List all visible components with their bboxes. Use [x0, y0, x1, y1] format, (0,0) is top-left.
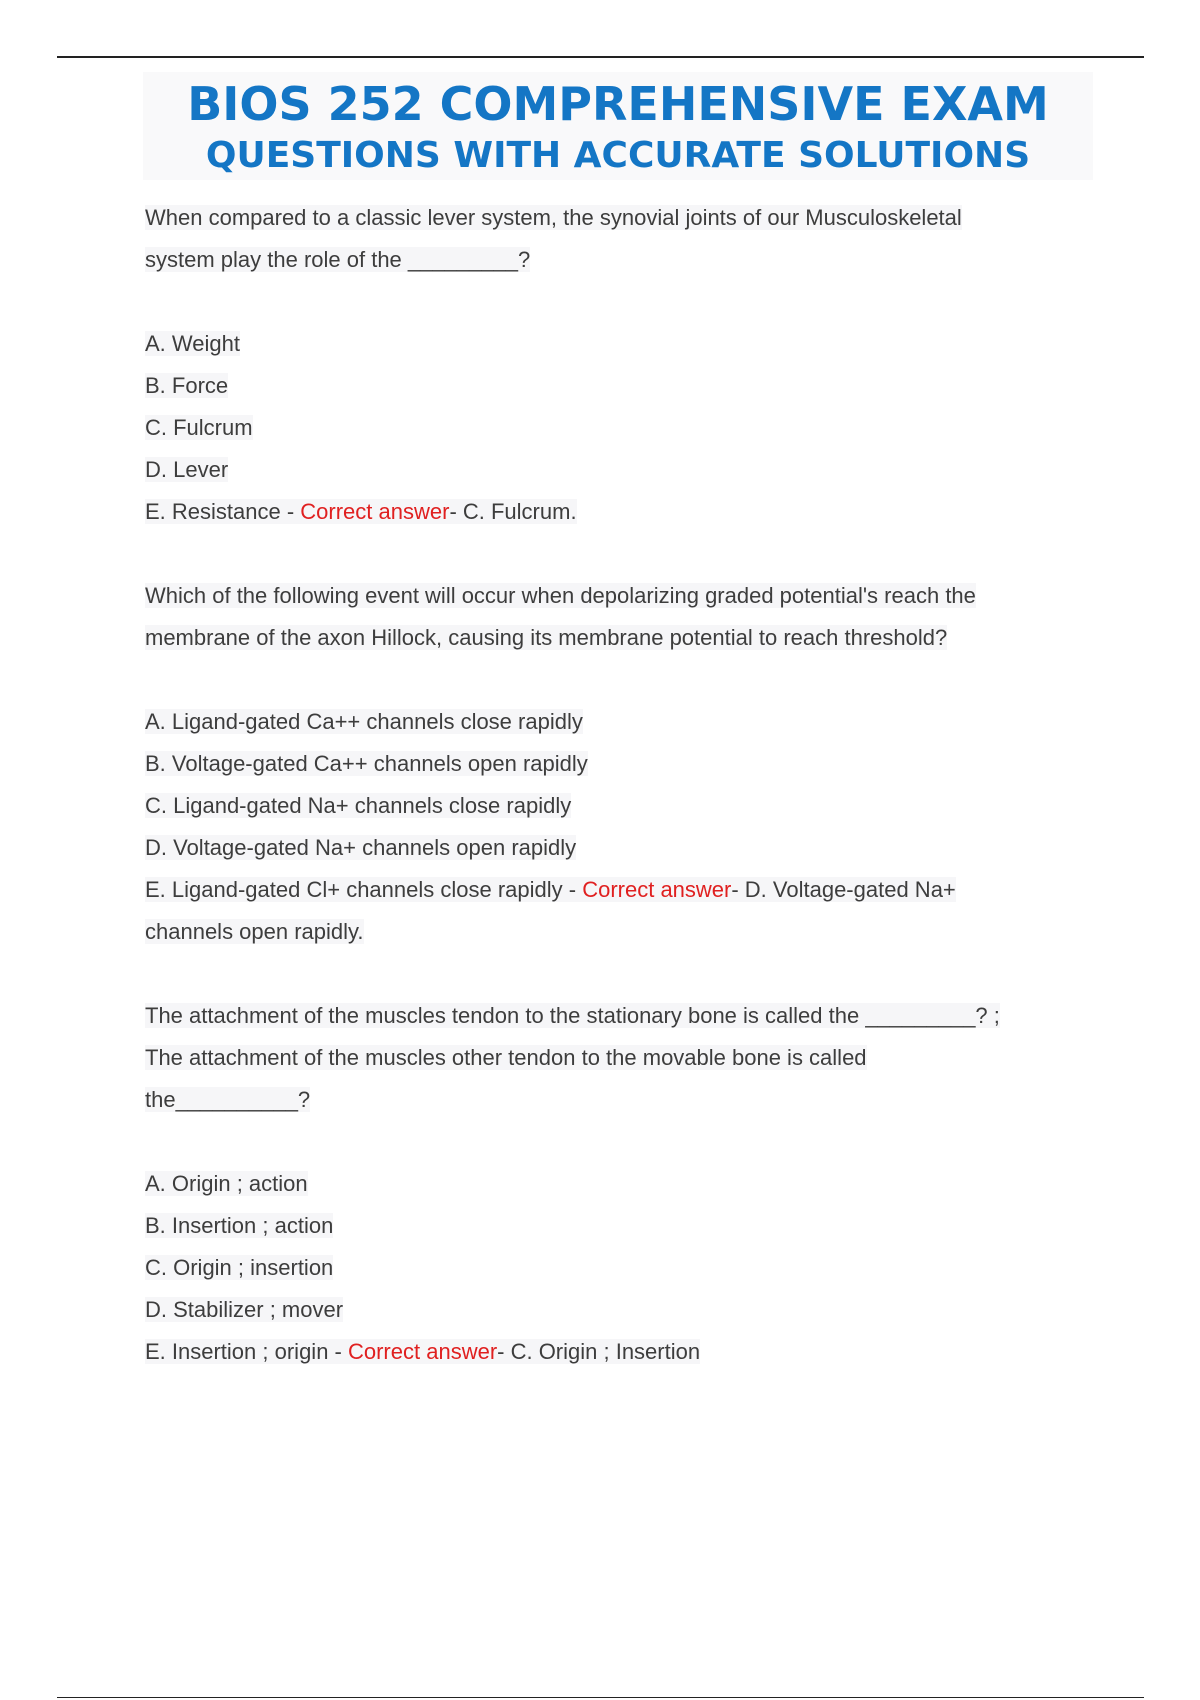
bottom-rule: [57, 1697, 1144, 1698]
question-stem-line: system play the role of the _________?: [145, 247, 531, 272]
correct-answer-label: Correct answer: [347, 1339, 498, 1364]
correct-answer-text: - C. Origin ; Insertion: [497, 1339, 701, 1364]
top-rule: [57, 56, 1144, 58]
answer-option: B. Voltage-gated Ca++ channels open rapidly: [145, 751, 588, 776]
answer-option: E. Ligand-gated Cl+ channels close rapidly -: [145, 877, 583, 902]
answer-option: E. Insertion ; origin -: [145, 1339, 348, 1364]
correct-answer-label: Correct answer: [300, 499, 450, 524]
question-stem-line: When compared to a classic lever system, the synovial joints of our Musculoskeletal: [145, 205, 962, 230]
question-1: [145, 197, 1105, 533]
answer-option: B. Insertion ; action: [145, 1213, 334, 1238]
answer-option: A. Weight: [145, 331, 240, 356]
answer-option: A. Ligand-gated Ca++ channels close rapidly: [145, 709, 583, 734]
question-stem-line: The attachment of the muscles other tendon to the movable bone is called: [145, 1045, 867, 1070]
question-stem-line: The attachment of the muscles tendon to the stationary bone is called the _________? ;: [145, 1003, 1000, 1028]
correct-answer-text: - D. Voltage-gated Na+: [731, 877, 956, 902]
correct-answer-label: Correct answer: [582, 877, 732, 902]
answer-option: D. Stabilizer ; mover: [145, 1297, 344, 1322]
question-stem-line: Which of the following event will occur when depolarizing graded potential's reach the: [145, 583, 976, 608]
answer-option: B. Force: [145, 373, 229, 398]
question-3: [145, 995, 1105, 1373]
answer-option: E. Resistance -: [145, 499, 301, 524]
answer-option: C. Fulcrum: [145, 415, 253, 440]
answer-option: A. Origin ; action: [145, 1171, 308, 1196]
questions-content: [145, 197, 1105, 1373]
question-stem-line: membrane of the axon Hillock, causing its membrane potential to reach threshold?: [145, 625, 948, 650]
question-stem-line: the__________?: [145, 1087, 311, 1112]
answer-option: D. Lever: [145, 457, 229, 482]
page-subtitle: QUESTIONS WITH ACCURATE SOLUTIONS: [205, 135, 1031, 176]
question-2: [145, 575, 1105, 953]
answer-option: D. Voltage-gated Na+ channels open rapidly: [145, 835, 577, 860]
answer-option: C. Origin ; insertion: [145, 1255, 334, 1280]
answer-option: C. Ligand-gated Na+ channels close rapidly: [145, 793, 572, 818]
correct-answer-text: - C. Fulcrum.: [449, 499, 577, 524]
page-title: BIOS 252 COMPREHENSIVE EXAM: [187, 77, 1049, 131]
title-block: [143, 72, 1093, 180]
correct-answer-continuation: channels open rapidly.: [145, 919, 364, 944]
